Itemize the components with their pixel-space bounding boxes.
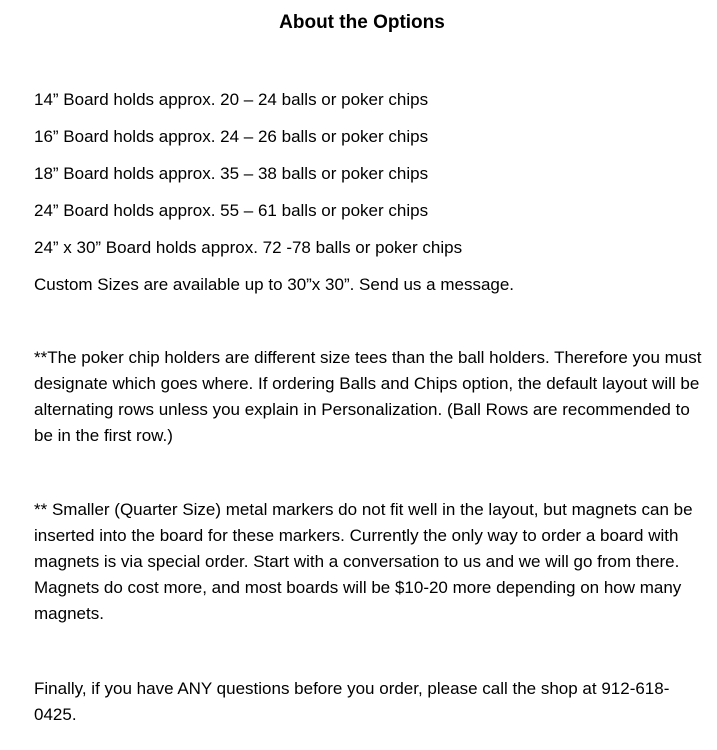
size-line-18: 18” Board holds approx. 35 – 38 balls or poker chips bbox=[34, 164, 429, 183]
page-title: About the Options bbox=[279, 12, 445, 33]
size-line-24x30: 24” x 30” Board holds approx. 72 -78 balls or poker chips bbox=[34, 238, 463, 257]
chip-holder-note: **The poker chip holders are different size tees than the ball holders. Therefore you must designate which goes where. If ordering Balls and Chips option, the default layout will be alternating rows unless you explain in Personalization. (Ball Rows are recommended to be in the first row.) bbox=[34, 348, 702, 445]
size-line-16: 16” Board holds approx. 24 – 26 balls or poker chips bbox=[34, 127, 429, 146]
magnet-note: ** Smaller (Quarter Size) metal markers do not fit well in the layout, but magnets can be inserted into the board for these markers. Currently the only way to order a board with magnets is via special order. Start with a conversation to us and we will go from there. Magnets do cost more, and most boards will be $10-20 more depending on how many magnets. bbox=[34, 500, 693, 623]
size-line-14: 14” Board holds approx. 20 – 24 balls or poker chips bbox=[34, 90, 429, 109]
closing-note: Finally, if you have ANY questions before you order, please call the shop at 912-618-0425. bbox=[34, 679, 670, 724]
size-line-custom: Custom Sizes are available up to 30”x 30”. Send us a message. bbox=[34, 275, 515, 294]
size-line-24: 24” Board holds approx. 55 – 61 balls or poker chips bbox=[34, 201, 429, 220]
board-size-list bbox=[34, 87, 704, 309]
